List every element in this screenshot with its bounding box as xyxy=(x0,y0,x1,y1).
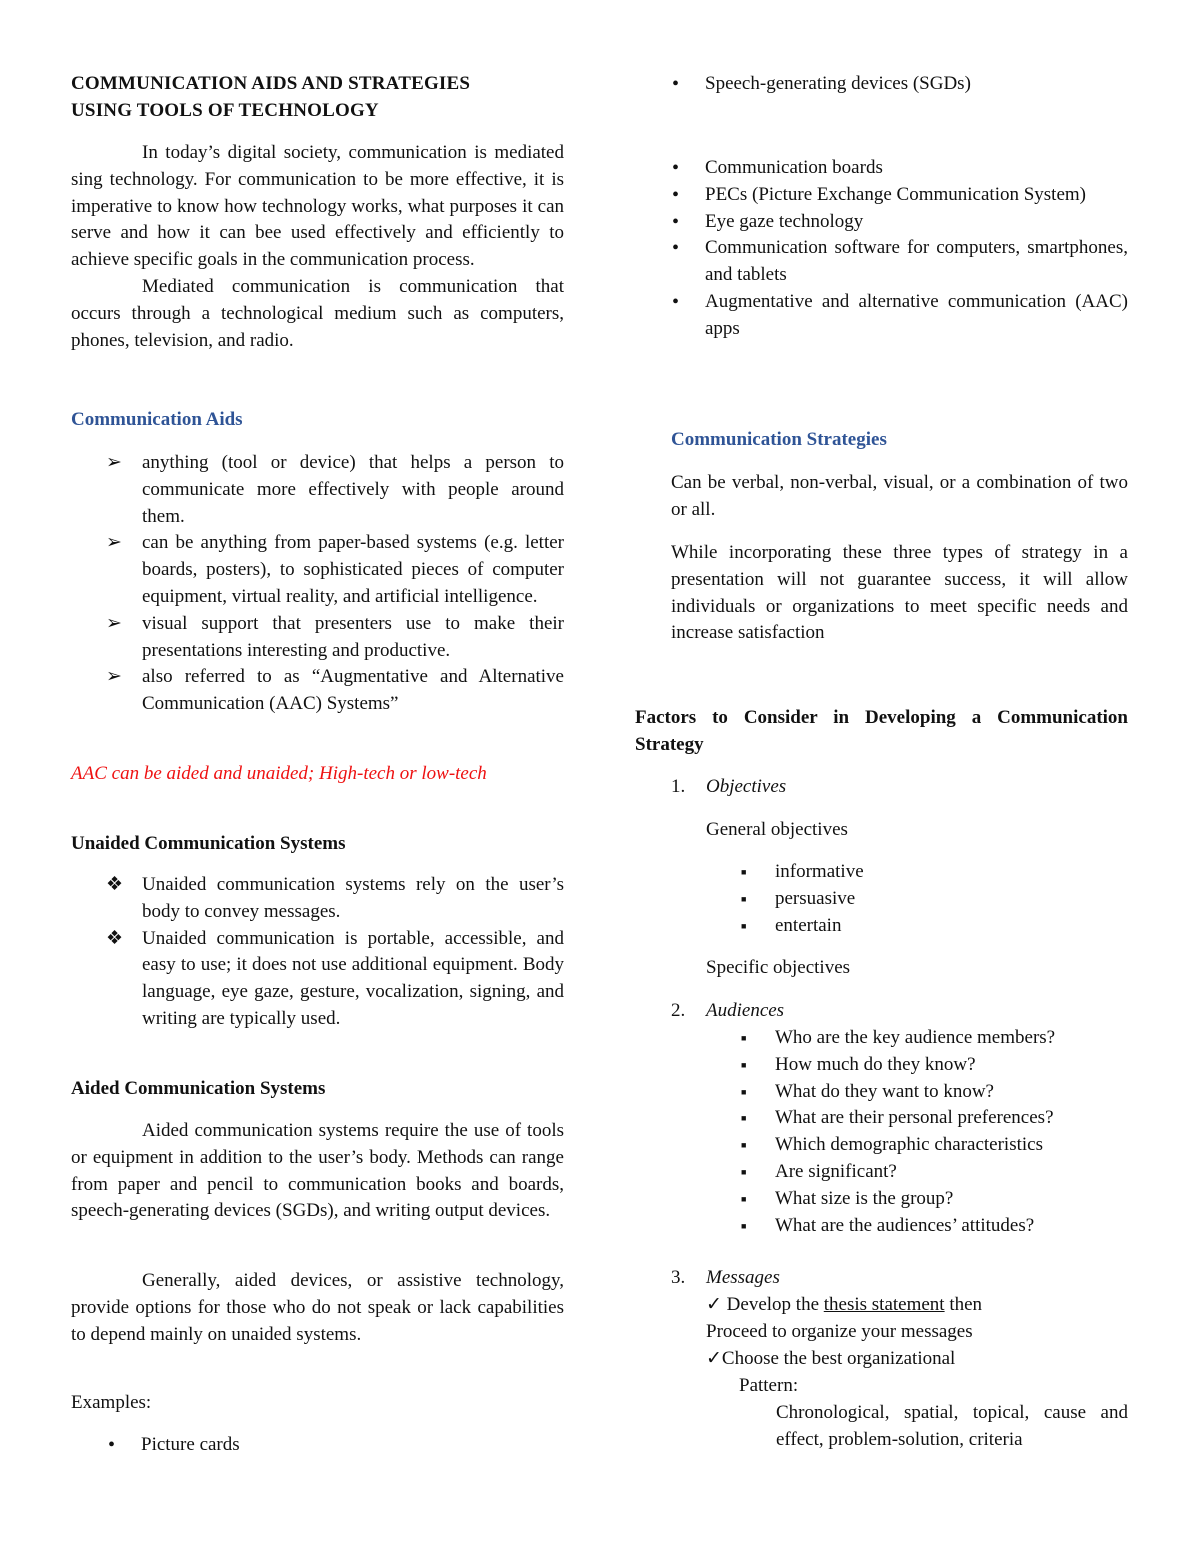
message-step-thesis: ✓ Develop the thesis statement then xyxy=(706,1294,983,1315)
diamond-bullet-icon: ❖ xyxy=(106,874,124,895)
factor-number: 1. xyxy=(671,776,686,797)
square-bullet-icon: ■ xyxy=(741,1086,747,1097)
list-item: ■ What are their personal preferences? xyxy=(635,1105,1128,1132)
message-step-organize: Proceed to organize your messages xyxy=(706,1321,973,1342)
arrow-bullet-icon: ➢ xyxy=(106,532,122,554)
dot-bullet-icon: • xyxy=(672,183,680,206)
square-bullet-icon: ■ xyxy=(741,920,747,931)
list-item: ■ persuasive xyxy=(635,886,1128,913)
factor-number: 2. xyxy=(671,1000,686,1021)
aided-paragraph-1: Aided communication systems require the use of tools or equipment in addition to the user’s body. Methods can range from paper and pencil to communication books and boards, speech-generating devices (SGDs), and writing output devices. xyxy=(71,1120,564,1222)
factor-title: Objectives xyxy=(706,776,787,797)
list-item: ■ Who are the key audience members? xyxy=(635,1025,1128,1052)
list-item: • PECs (Picture Exchange Communication System) xyxy=(670,182,1128,209)
dot-bullet-icon: • xyxy=(672,290,680,313)
factors-heading: Factors to Consider in Developing a Communication Strategy xyxy=(635,707,1128,755)
message-step-pattern: ✓Choose the best organizational xyxy=(706,1348,956,1369)
square-bullet-icon: ■ xyxy=(741,1166,747,1177)
arrow-bullet-icon: ➢ xyxy=(106,452,122,473)
list-item: • Communication software for computers, smartphones, and tablets xyxy=(672,237,1128,286)
pattern-label: Pattern: xyxy=(739,1375,799,1396)
list-item: • Eye gaze technology xyxy=(670,209,1128,236)
intro-section xyxy=(71,140,564,354)
examples-label: Examples: xyxy=(71,1392,152,1413)
list-item: • Picture cards xyxy=(106,1432,564,1459)
general-objectives-label: General objectives xyxy=(706,819,848,840)
examples-list-continued xyxy=(670,71,1128,98)
strategies-paragraph-2: While incorporating these three types of strategy in a presentation will not guarantee success, it will allow individuals or organizations to meet specific needs and increase satisfaction xyxy=(671,542,1128,644)
dot-bullet-icon: • xyxy=(108,1434,116,1456)
aided-heading: Aided Communication Systems xyxy=(71,1078,326,1099)
list-item: ■ How much do they know? xyxy=(635,1052,1128,1079)
list-item: ■ Are significant? xyxy=(635,1159,1128,1186)
aac-note: AAC can be aided and unaided; High-tech or low-tech xyxy=(71,763,487,784)
square-bullet-icon: ■ xyxy=(741,1193,747,1204)
general-objectives-list xyxy=(635,859,1128,939)
list-item: • Communication boards xyxy=(670,155,1128,182)
list-item: ■ informative xyxy=(635,859,1128,886)
square-bullet-icon: ■ xyxy=(741,1033,747,1043)
intro-paragraph-1: In today’s digital society, communication is mediated sing technology. For communication to be more effective, it is imperative to know how technology works, what purposes it can serve and how it can bee used effectively and efficiently to achieve specific goals in the communication process. xyxy=(71,142,564,271)
audience-questions-list xyxy=(635,1025,1128,1239)
list-item: ➢ also referred to as “Augmentative and Alternative Communication (AAC) Systems” xyxy=(106,666,564,715)
square-bullet-icon: ■ xyxy=(741,1059,747,1070)
list-item: ■ Which demographic characteristics xyxy=(635,1132,1128,1159)
list-item: • Augmentative and alternative communication (AAC) apps xyxy=(672,290,1128,339)
factor-title: Messages xyxy=(706,1267,780,1288)
list-item: ➢ anything (tool or device) that helps a person to communicate more effectively with people around them. xyxy=(106,452,564,527)
checkmark-icon: ✓ xyxy=(706,1294,722,1315)
dot-bullet-icon: • xyxy=(672,157,680,179)
list-item: ❖ Unaided communication is portable, accessible, and easy to use; it does not use additional equipment. Body language, eye gaze, gesture, vocalization, signing, and writing are typically used. xyxy=(106,927,564,1029)
square-bullet-icon: ■ xyxy=(741,1140,747,1151)
specific-objectives-label: Specific objectives xyxy=(706,957,851,978)
intro-paragraph-2: Mediated communication is communication that occurs through a technological medium such as computers, phones, television, and radio. xyxy=(71,275,564,351)
arrow-bullet-icon: ➢ xyxy=(106,666,122,688)
list-item: ➢ visual support that presenters use to make their presentations interesting and productive. xyxy=(106,612,564,661)
list-item: ■ What do they want to know? xyxy=(635,1079,1128,1106)
document-title xyxy=(71,70,470,124)
factor-title: Audiences xyxy=(706,1000,785,1021)
pattern-types: Chronological, spatial, topical, cause and effect, problem-solution, criteria xyxy=(776,1402,1128,1450)
dot-bullet-icon: • xyxy=(672,73,680,95)
diamond-bullet-icon: ❖ xyxy=(106,927,124,949)
thesis-statement-text: thesis statement xyxy=(823,1294,945,1315)
aided-paragraph-2: Generally, aided devices, or assistive technology, provide options for those who do not speak or lack capabilities to depend mainly on unaided systems. xyxy=(71,1270,564,1345)
dot-bullet-icon: • xyxy=(672,237,680,260)
title-line-1: COMMUNICATION AIDS AND STRATEGIES xyxy=(71,73,471,94)
list-item: • Speech-generating devices (SGDs) xyxy=(670,71,1128,98)
checkmark-icon: ✓ xyxy=(706,1348,722,1369)
list-item: ■ entertain xyxy=(635,913,1128,940)
list-item: ➢ can be anything from paper-based systems (e.g. letter boards, posters), to sophisticated pieces of computer equipment, virtual reality, and artificial intelligence. xyxy=(106,532,564,607)
examples-list-more xyxy=(670,155,1128,343)
strategies-paragraph-1: Can be verbal, non-verbal, visual, or a combination of two or all. xyxy=(671,472,1128,520)
square-bullet-icon: ■ xyxy=(741,867,747,877)
square-bullet-icon: ■ xyxy=(741,1113,747,1124)
unaided-heading: Unaided Communication Systems xyxy=(71,833,346,854)
title-line-2: USING TOOLS OF TECHNOLOGY xyxy=(71,100,379,121)
list-item: ■ What size is the group? xyxy=(635,1186,1128,1213)
communication-strategies-heading: Communication Strategies xyxy=(671,429,887,450)
factor-number: 3. xyxy=(671,1267,686,1288)
list-item: ❖ Unaided communication systems rely on the user’s body to convey messages. xyxy=(106,874,564,922)
dot-bullet-icon: • xyxy=(672,210,680,233)
arrow-bullet-icon: ➢ xyxy=(106,612,122,634)
communication-aids-heading: Communication Aids xyxy=(71,409,243,430)
examples-list-start xyxy=(106,1432,564,1459)
list-item: ■ What are the audiences’ attitudes? xyxy=(635,1213,1128,1240)
square-bullet-icon: ■ xyxy=(741,1220,747,1231)
square-bullet-icon: ■ xyxy=(741,893,747,904)
unaided-list xyxy=(71,872,564,1033)
aids-list xyxy=(71,450,564,718)
